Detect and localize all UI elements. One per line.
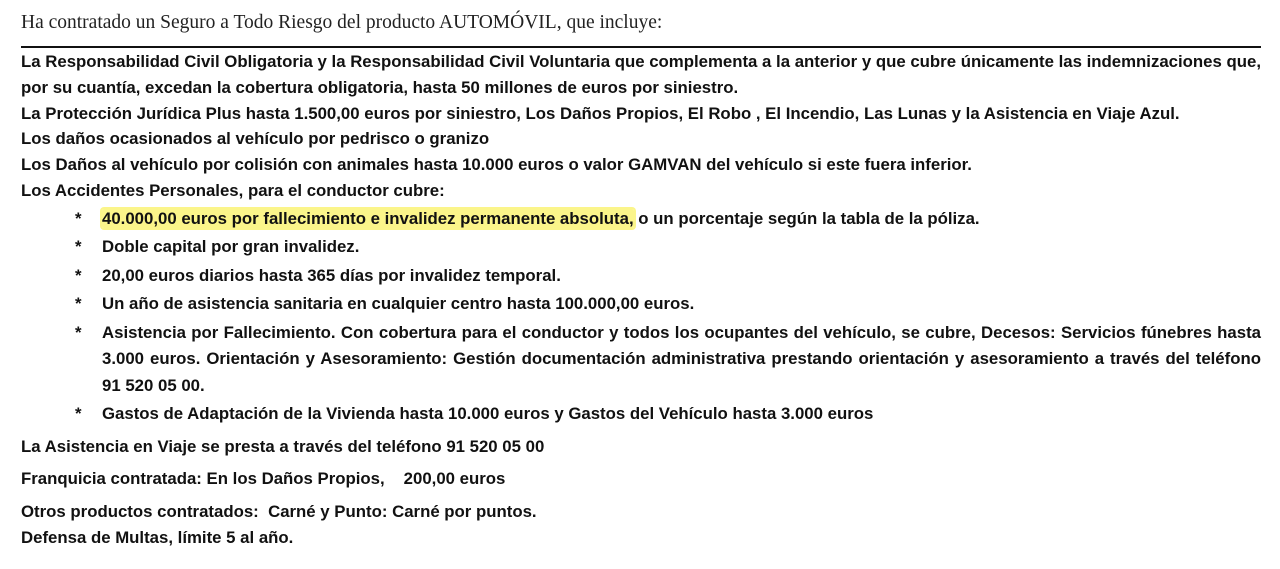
list-item-text: [102, 206, 1261, 233]
insurance-coverage-document: [21, 10, 1261, 551]
bullet-marker: *: [75, 404, 82, 424]
bullet-marker: *: [75, 237, 82, 257]
list-item: [21, 206, 1261, 233]
list-item-text: Un año de asistencia sanitaria en cualquier centro hasta 100.000,00 euros.: [102, 294, 695, 314]
list-item-text: Doble capital por gran invalidez.: [102, 237, 360, 257]
coverage-body: [21, 49, 1261, 551]
coverage-animal-collision: Los Daños al vehículo por colisión con animales hasta 10.000 euros o valor GAMVAN del vehículo si este fuera inferior.: [21, 155, 972, 175]
other-products-line: Otros productos contratados: Carné y Punto: Carné por puntos.: [21, 502, 537, 522]
coverage-personal-accidents: Los Accidentes Personales, para el conductor cubre:: [21, 180, 445, 200]
list-item: [21, 263, 1261, 290]
franchise-amount: 200,00 euros: [403, 468, 506, 488]
bullet-marker: *: [75, 208, 82, 228]
intro-heading: Ha contratado un Seguro a Todo Riesgo del producto AUTOMÓVIL, que incluye:: [21, 12, 663, 33]
list-item-text: Gastos de Adaptación de la Vivienda hasta 10.000 euros y Gastos del Vehículo hasta 3.000 euros: [102, 404, 874, 424]
franchise-label: Franquicia contratada: En los Daños Propios,: [21, 468, 385, 488]
list-item: [21, 234, 1261, 261]
list-item: [21, 320, 1261, 400]
highlighted-text: 40.000,00 euros por fallecimiento e invalidez permanente absoluta,: [102, 208, 634, 228]
fines-defense-line: Defensa de Multas, límite 5 al año.: [21, 528, 294, 548]
franchise-line: [21, 466, 1261, 492]
coverage-civil-liability: La Responsabilidad Civil Obligatoria y la Responsabilidad Civil Voluntaria que complementa a la anterior y que cubre únicamente las indemnizaciones que, por su cuantía, excedan la cobertura obligatoria, hasta 50 millones de euros por siniestro.: [21, 52, 1261, 97]
list-item: [21, 291, 1261, 318]
bullet-marker: *: [75, 265, 82, 285]
coverage-hail-damage: Los daños ocasionados al vehículo por pedrisco o granizo: [21, 129, 490, 149]
list-item-text-rest: o un porcentaje según la tabla de la póliza.: [633, 208, 980, 228]
list-item-text: 20,00 euros diarios hasta 365 días por invalidez temporal.: [102, 265, 561, 285]
heading-divider: [21, 46, 1261, 48]
list-item: [21, 401, 1261, 428]
travel-assistance-line: La Asistencia en Viaje se presta a través del teléfono 91 520 05 00: [21, 436, 545, 456]
coverage-legal-protection: La Protección Jurídica Plus hasta 1.500,00 euros por siniestro, Los Daños Propios, El Robo , El Incendio, Las Lunas y la Asistencia en Viaje Azul.: [21, 103, 1180, 123]
bullet-marker: *: [75, 294, 82, 314]
list-item-text: Asistencia por Fallecimiento. Con cobertura para el conductor y todos los ocupantes del vehículo, se cubre, Decesos: Servicios fúnebres hasta 3.000 euros. Orientación y Asesoramiento: Gestión documentación administrativa prestando orientación y asesoramiento a través del teléfono 91 520 05 00.: [102, 322, 1261, 395]
bullet-marker: *: [75, 322, 82, 342]
personal-accidents-list: [21, 206, 1261, 428]
